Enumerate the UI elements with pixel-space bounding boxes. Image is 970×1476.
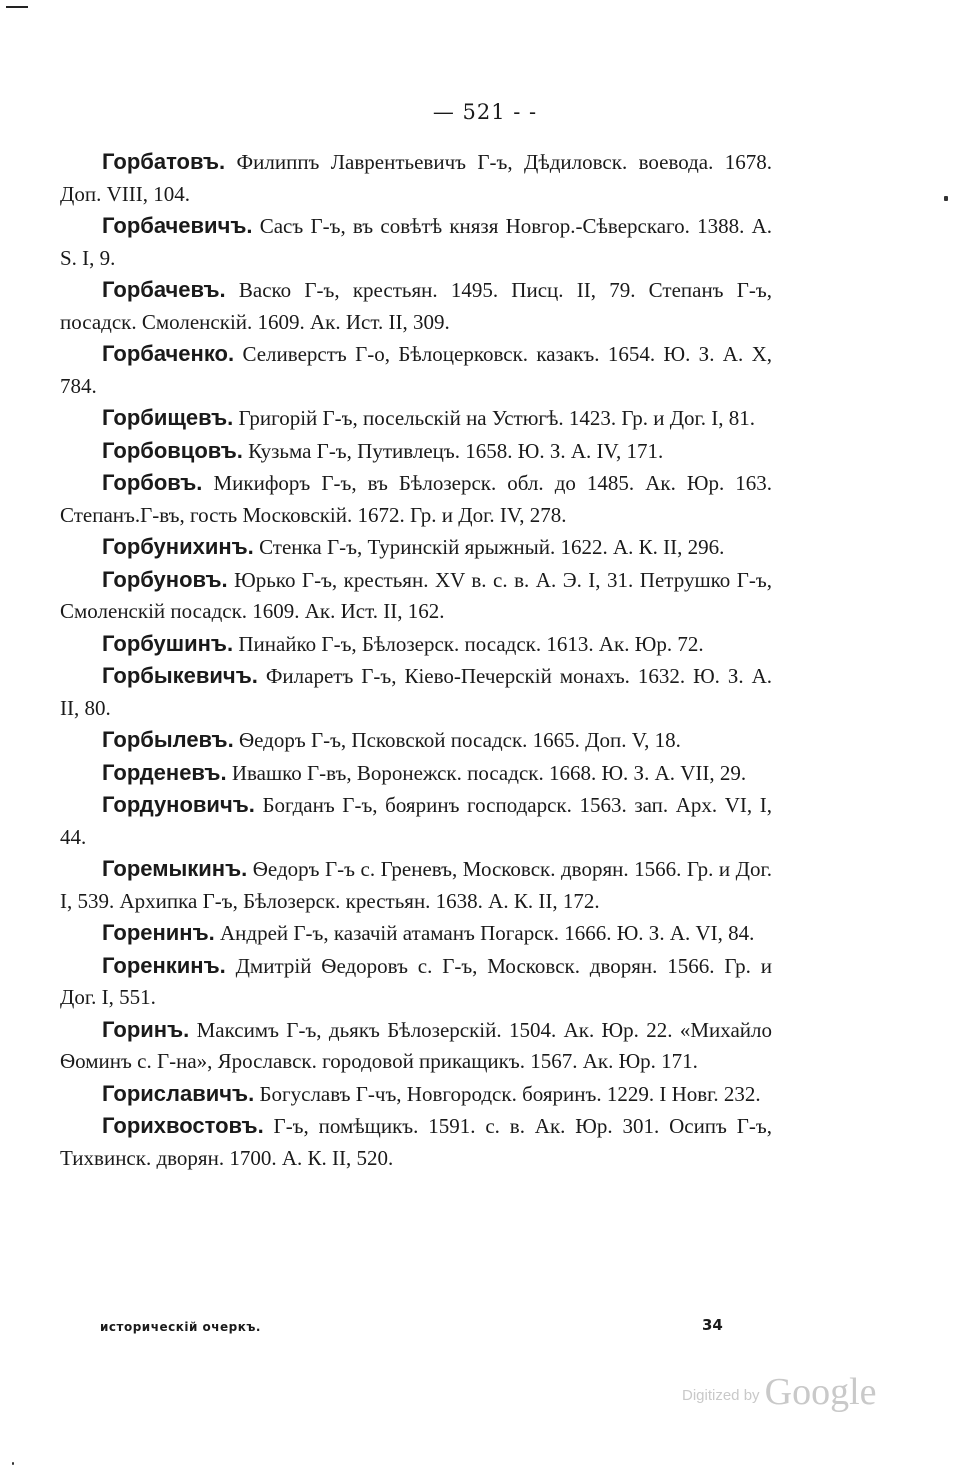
dictionary-entry xyxy=(60,853,772,917)
dictionary-entry xyxy=(60,564,772,628)
dictionary-entry xyxy=(60,724,772,757)
entry-text: Сасъ Г-ъ, въ совѣтѣ князя Новгор.-Сѣверскаго. 1388. A. S. I, 9. xyxy=(60,214,772,270)
digitized-watermark xyxy=(682,1370,877,1414)
dictionary-entry xyxy=(60,467,772,531)
dictionary-entry xyxy=(60,274,772,338)
entry-text: Микифоръ Г-ъ, въ Бѣлозерск. обл. до 1485. Ак. Юр. 163. Степанъ.Г-въ, гость Московскій. 1672. Гр. и Дог. IV, 278. xyxy=(60,471,773,527)
entry-text: Андрей Г-ъ, казачій атаманъ Погарск. 1666. Ю. З. А. VI, 84. xyxy=(220,921,755,945)
entry-headword: Горенинъ. xyxy=(102,920,215,945)
entry-text: Пинайко Г-ъ, Бѣлозерск. посадск. 1613. Ак. Юр. 72. xyxy=(238,631,704,656)
dictionary-entry xyxy=(60,950,772,1014)
dictionary-entry xyxy=(60,210,772,274)
entry-text: Богданъ Г-ъ, бояринъ господарск. 1563. зап. Арх. VI, I, 44. xyxy=(60,793,773,849)
entry-text: Ѳедоръ Г-ъ с. Греневъ, Московск. дворян. 1566. Гр. и Дог. I, 539. Архипка Г-ъ, Бѣлозерск. крестьян. 1638. А. К. II, 172. xyxy=(60,857,772,913)
entry-headword: Горбищевъ. xyxy=(102,405,234,430)
dictionary-entry xyxy=(60,628,772,661)
entry-headword: Горбовцовъ. xyxy=(102,437,243,463)
entry-headword: Горбылевъ. xyxy=(102,727,234,752)
dictionary-entries xyxy=(60,146,772,1174)
dictionary-entry xyxy=(60,1014,772,1078)
entry-text: Кузьма Г-ъ, Путивлецъ. 1658. Ю. З. А. IV, 171. xyxy=(248,438,664,463)
entry-headword: Горбачевичъ. xyxy=(102,213,253,238)
dictionary-entry xyxy=(60,1110,772,1174)
entry-headword: Гордуновичъ. xyxy=(102,792,255,817)
entry-headword: Горбунихинъ. xyxy=(102,534,254,559)
entry-headword: Горбаченко. xyxy=(102,341,235,366)
dictionary-entry xyxy=(60,757,772,790)
entry-text: Селиверстъ Г-о, Бѣлоцерковск. казакъ. 1654. Ю. З. А. X, 784. xyxy=(60,342,772,398)
scan-corner-mark xyxy=(6,6,28,8)
entry-text: Ивашко Г-въ, Воронежск. посадск. 1668. Ю. З. А. VII, 29. xyxy=(231,760,747,785)
dictionary-entry xyxy=(60,531,772,564)
page-number: — 521 - - xyxy=(432,100,538,124)
entry-headword: Гориславичъ. xyxy=(102,1080,255,1106)
entry-text: Г-ъ, помѣщикъ. 1591. с. в. Ак. Юр. 301. Осипъ Г-ъ, Тихвинск. дворян. 1700. А. К. II, 520. xyxy=(60,1114,772,1170)
entry-text: Филаретъ Г-ъ, Кіево-Печерскій монахъ. 1632. Ю. З. А. II, 80. xyxy=(60,664,772,720)
entry-headword: Горбуновъ. xyxy=(102,566,228,592)
dictionary-entry xyxy=(60,789,772,853)
entry-headword: Горинъ. xyxy=(102,1016,190,1042)
dictionary-entry xyxy=(60,146,772,210)
dictionary-entry xyxy=(60,917,772,950)
entry-text: Стенка Г-ъ, Туринскій ярыжный. 1622. А. К. II, 296. xyxy=(259,535,725,559)
sheet-number: 34 xyxy=(702,1316,723,1334)
entry-text: Ѳедоръ Г-ъ, Псковской посадск. 1665. Доп. V, 18. xyxy=(238,728,681,752)
dictionary-entry xyxy=(60,402,772,435)
entry-headword: Горденевъ. xyxy=(102,759,227,785)
entry-headword: Горбушинъ. xyxy=(102,630,234,656)
entry-headword: Горбовъ. xyxy=(102,470,203,495)
scan-speck xyxy=(944,196,948,201)
scan-speck xyxy=(12,1462,14,1465)
entry-headword: Горбатовъ. xyxy=(102,149,226,174)
entry-text: Васко Г-ъ, крестьян. 1495. Писц. II, 79. Степанъ Г-ъ, посадск. Смоленскій. 1609. Ак. Ист. II, 309. xyxy=(60,278,772,334)
dictionary-entry xyxy=(60,660,772,724)
entry-headword: Горемыкинъ. xyxy=(102,856,248,881)
entry-text: Григорій Г-ъ, посельскій на Устюгѣ. 1423. Гр. и Дог. I, 81. xyxy=(238,406,756,430)
watermark-prefix: Digitized by xyxy=(682,1387,760,1404)
dictionary-entry xyxy=(60,435,772,468)
signature-mark: историческій очеркъ. xyxy=(100,1320,261,1334)
entry-headword: Горбачевъ. xyxy=(102,277,226,302)
entry-text: Юрько Г-ъ, крестьян. XV в. с. в. А. Э. I, 31. Петрушко Г-ъ, Смоленскій посадск. 1609. Ак. Ист. II, 162. xyxy=(60,567,772,623)
entry-text: Дмитрій Ѳедоровъ с. Г-ъ, Московск. дворян. 1566. Гр. и Дог. I, 551. xyxy=(60,953,772,1009)
entry-text: Филиппъ Лаврентьевичъ Г-ъ, Дѣдиловск. воевода. 1678. Доп. VIII, 104. xyxy=(60,150,773,206)
entry-text: Максимъ Г-ъ, дьякъ Бѣлозерскій. 1504. Ак. Юр. 22. «Михайло Ѳоминъ с. Г-на», Ярославск. городовой прикащикъ. 1567. Ак. Юр. 171. xyxy=(60,1017,773,1073)
entry-headword: Горихвостовъ. xyxy=(102,1113,264,1138)
entry-headword: Горбыкевичъ. xyxy=(102,663,258,688)
entry-text: Богуславъ Г-чъ, Новгородск. бояринъ. 1229. I Новг. 232. xyxy=(259,1081,761,1106)
dictionary-entry xyxy=(60,1078,772,1111)
entry-headword: Горенкинъ. xyxy=(102,952,226,978)
watermark-brand: Google xyxy=(764,1371,877,1413)
dictionary-entry xyxy=(60,338,772,402)
